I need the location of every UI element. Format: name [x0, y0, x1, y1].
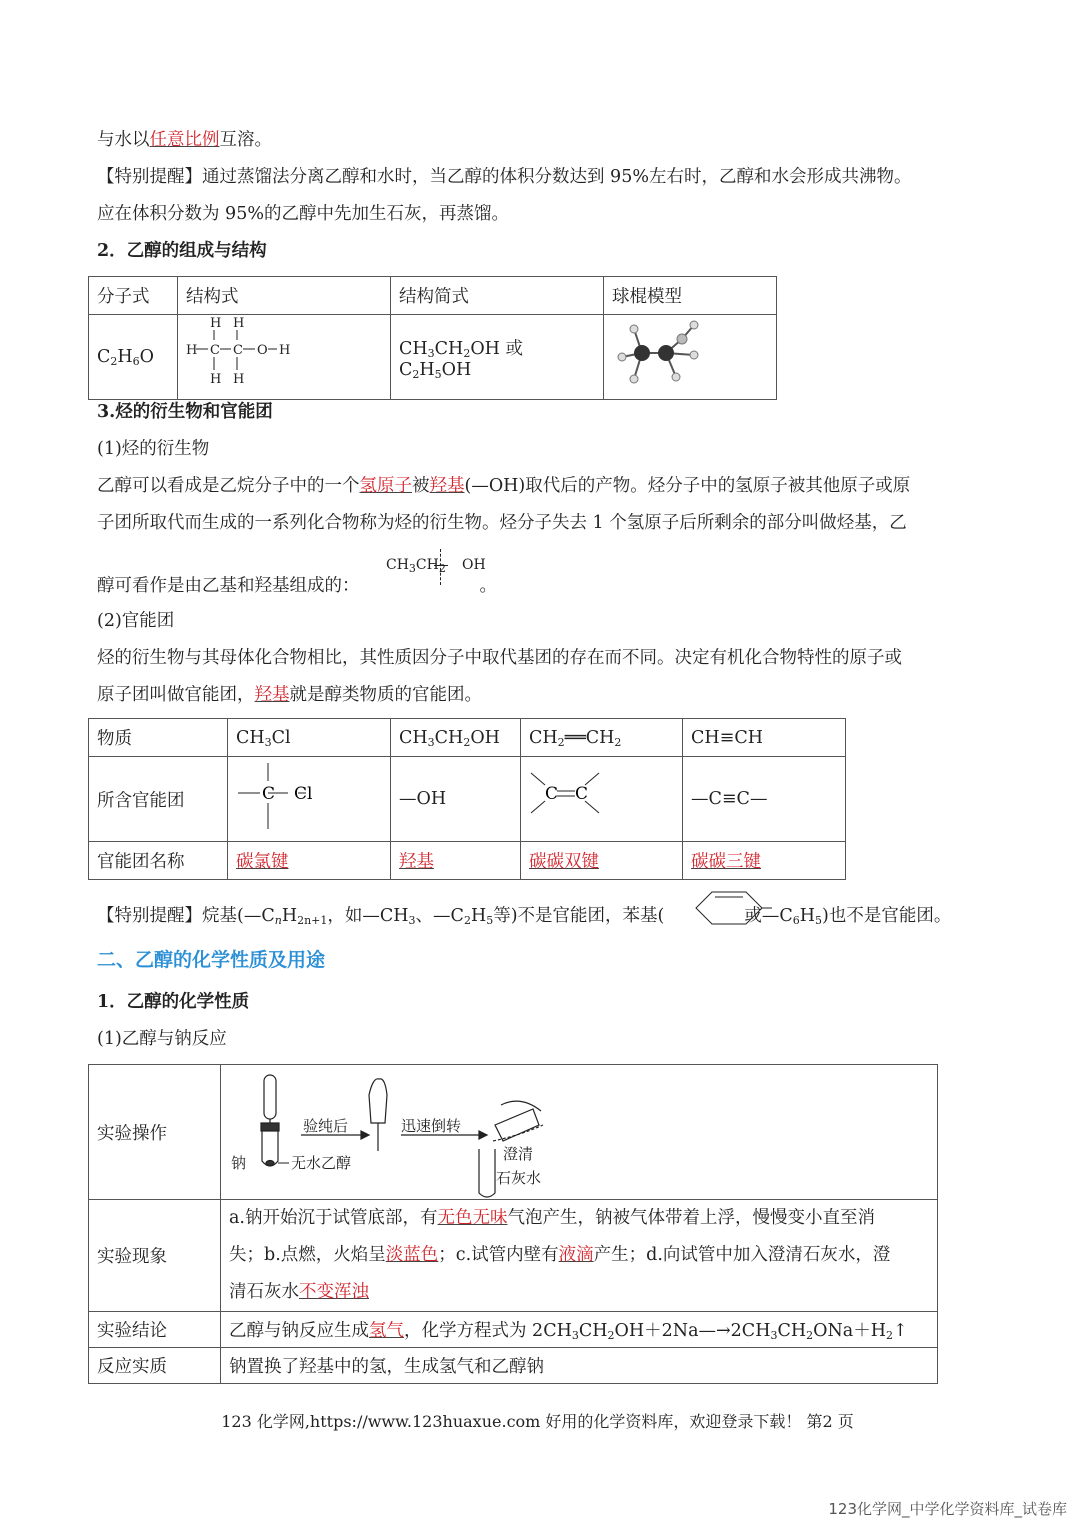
- row-label: 所含官能团: [89, 757, 228, 842]
- table-header: 球棍模型: [604, 277, 777, 315]
- svg-text:C: C: [545, 784, 559, 804]
- answer-text: 碳碳双键: [529, 852, 599, 872]
- svg-text:澄清: 澄清: [503, 1145, 534, 1163]
- molecule-ethylene: $CH_2══CH_2$: [521, 719, 683, 757]
- row-label: 实验操作: [89, 1065, 221, 1200]
- essence-cell: 钠置换了羟基中的氢，生成氢气和乙醇钠: [221, 1348, 938, 1384]
- svg-text:迅速倒转: 迅速倒转: [401, 1117, 462, 1135]
- section-heading: 3.烃的衍生物和官能团: [97, 402, 273, 422]
- molecule-ethanol: $CH_3CH_2OH$: [391, 719, 521, 757]
- section-heading: 2．乙醇的组成与结构: [97, 241, 267, 261]
- svg-text:H: H: [233, 372, 245, 387]
- svg-text:C: C: [262, 784, 276, 804]
- svg-text:H: H: [233, 316, 245, 331]
- group-c-c-double: [521, 757, 683, 842]
- experiment-diagram: [221, 1065, 938, 1200]
- c-cl-bond-diagram: [228, 757, 390, 841]
- experiment-table: [88, 1064, 938, 1384]
- sub-heading: (1)烃的衍生物: [97, 439, 210, 459]
- row-label: 物质: [89, 719, 228, 757]
- answer-text: 羟基: [399, 852, 434, 872]
- sodium-ethanol-apparatus: [221, 1065, 937, 1199]
- table-header: 分子式: [89, 277, 178, 315]
- para-line: 子团所取代而生成的一系列化合物称为烃的衍生物。烃分子失去 1 个氢原子后所剩余的部分叫做烃基，乙: [97, 513, 907, 533]
- table-header: 结构简式: [391, 277, 604, 315]
- structural-formula: [178, 315, 391, 400]
- svg-text:无水乙醇: 无水乙醇: [291, 1154, 352, 1172]
- sub-heading: (1)乙醇与钠反应: [97, 1029, 227, 1049]
- svg-text:C: C: [233, 343, 243, 358]
- svg-text:C: C: [575, 784, 589, 804]
- svg-text:H: H: [210, 316, 222, 331]
- page-footer: 123 化学网,https://www.123huaxue.com 好用的化学资料库，欢迎登录下载！ 第2 页: [221, 1412, 854, 1431]
- group-oh: —OH: [391, 757, 521, 842]
- molecular-formula: $C_2H_6O$: [89, 315, 178, 400]
- answer-text: 任意比例: [149, 130, 220, 150]
- phenomena-cell: a.钠开始沉于试管底部，有无色无味气泡产生，钠被气体带着上浮，慢慢变小直至消 失；b.点燃，火焰呈淡蓝色；c.试管内壁有液滴产生；d.向试管中加入澄清石灰水，澄 清石灰水不变浑浊: [221, 1200, 938, 1312]
- answer-text: 碳氯键: [236, 852, 289, 872]
- structural-formula-diagram: [178, 315, 390, 399]
- structure-table: [88, 276, 777, 400]
- svg-text:H: H: [279, 343, 291, 358]
- row-label: 官能团名称: [89, 842, 228, 880]
- molecule-acetylene: CH≡CH: [683, 719, 846, 757]
- svg-text:钠: 钠: [231, 1154, 247, 1172]
- group-c-cl: [228, 757, 391, 842]
- svg-text:石灰水: 石灰水: [496, 1169, 542, 1187]
- svg-text:H: H: [210, 372, 222, 387]
- row-label: 实验结论: [89, 1312, 221, 1348]
- functional-group-table: [88, 718, 846, 880]
- watermark: 123化学网_中学化学资料库_试卷库: [828, 1500, 1067, 1518]
- para-line: 烃的衍生物与其母体化合物相比，其性质因分子中取代基团的存在而不同。决定有机化合物特性的原子或: [97, 648, 902, 668]
- svg-text:验纯后: 验纯后: [303, 1117, 349, 1135]
- para-line: 乙醇可以看成是乙烷分子中的一个氢原子被羟基(—OH)取代后的产物。烃分子中的氢原子被其他原子或原: [97, 476, 911, 496]
- ethyl-hydroxyl-fragment: $CH_3CH_2$ OH: [386, 549, 496, 585]
- row-label: 实验现象: [89, 1200, 221, 1312]
- intro-line: 与水以任意比例互溶。: [97, 130, 272, 150]
- chapter-heading: 二、乙醇的化学性质及用途: [97, 949, 326, 971]
- phenyl-ring-icon: [690, 884, 774, 932]
- molecule-ch3cl: $CH_3Cl$: [228, 719, 391, 757]
- svg-text:C: C: [210, 343, 220, 358]
- para-line: 醇可看作是由乙基和羟基组成的： 。: [97, 576, 497, 596]
- ball-stick-model-icon: [604, 315, 776, 399]
- tip-line: 【特别提醒】烷基($—C_nH_{2n+1}$，如$—CH_3$、$—C_2H_5$等)不是官能团，苯基( 或$—C_6H_5$)也不是官能团。: [97, 906, 952, 927]
- row-label: 反应实质: [89, 1348, 221, 1384]
- svg-text:Cl: Cl: [294, 784, 313, 804]
- para-line: 原子团叫做官能团，羟基就是醇类物质的官能团。: [97, 685, 482, 705]
- tip-line-1: 【特别提醒】通过蒸馏法分离乙醇和水时，当乙醇的体积分数达到 95%左右时，乙醇和水会形成共沸物。: [97, 167, 912, 187]
- c-c-double-bond-diagram: [521, 757, 682, 841]
- svg-text:O: O: [257, 343, 268, 358]
- group-c-c-triple: —C≡C—: [683, 757, 846, 842]
- ball-stick-model: [604, 315, 777, 400]
- answer-text: 碳碳三键: [691, 852, 761, 872]
- conclusion-cell: 乙醇与钠反应生成氢气，化学方程式为 $2CH_3CH_2OH+2Na—\to 2CH_3CH_2ONa+H_2↑$: [221, 1312, 938, 1348]
- simplified-formula: $CH_3CH_2OH$ 或 $C_2H_5OH$: [391, 315, 604, 400]
- tip-line-2: 应在体积分数为 95%的乙醇中先加生石灰，再蒸馏。: [97, 204, 509, 224]
- sub-heading: (2)官能团: [97, 611, 175, 631]
- table-header: 结构式: [178, 277, 391, 315]
- section-heading: 1．乙醇的化学性质: [97, 992, 250, 1012]
- svg-text:H: H: [186, 343, 198, 358]
